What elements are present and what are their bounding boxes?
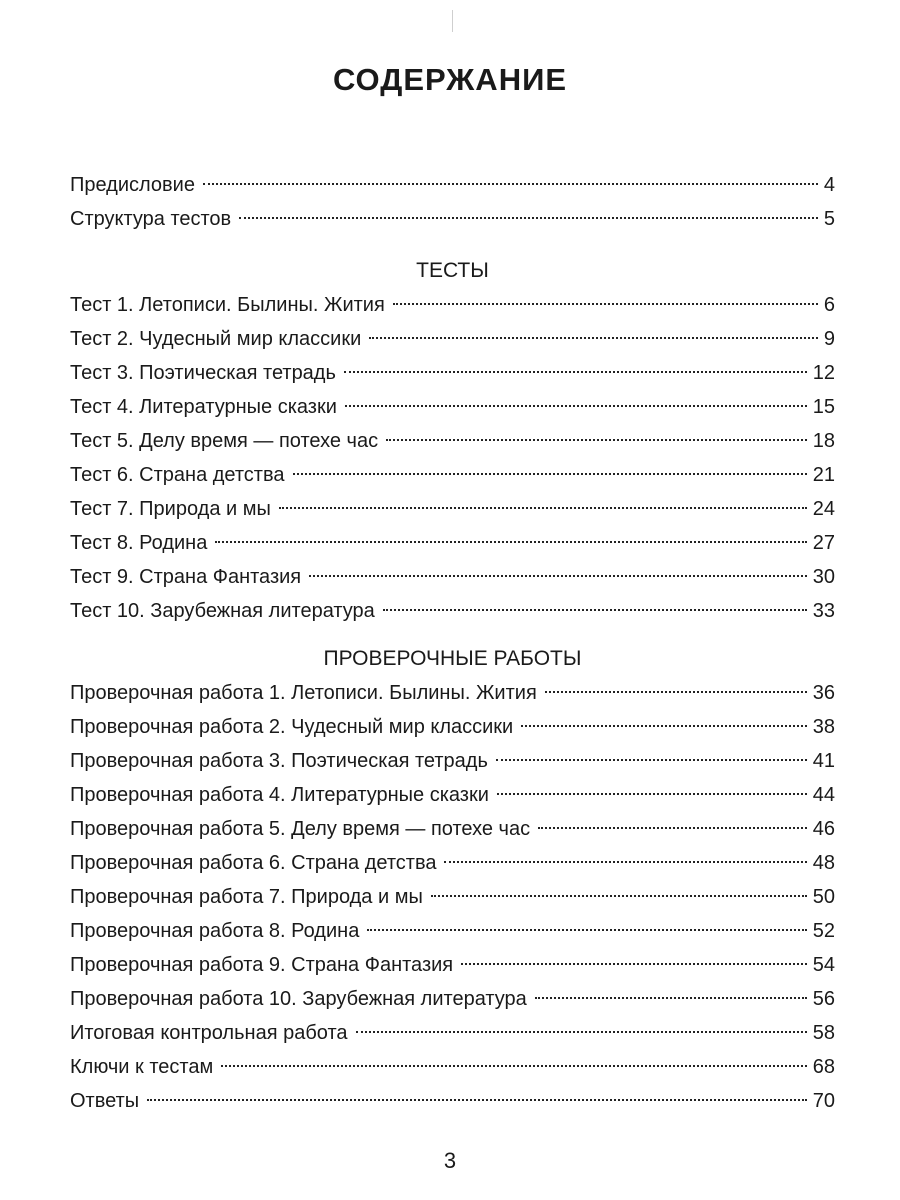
toc-entry <box>70 458 835 492</box>
toc-entry-page: 12 <box>812 362 835 384</box>
tests-heading: ТЕСТЫ <box>416 259 489 282</box>
toc-entry <box>70 778 835 812</box>
toc-entry-label: Структура тестов <box>70 208 232 230</box>
toc-entry <box>70 982 835 1016</box>
toc-entry <box>70 914 835 948</box>
toc-entry-page: 68 <box>812 1056 835 1078</box>
dot-leader <box>356 1031 807 1033</box>
toc-entry-label: Тест 4. Литературные сказки <box>70 396 337 418</box>
toc-entry-label: Ответы <box>70 1090 140 1112</box>
toc-entry-page: 30 <box>812 566 835 588</box>
toc-entry-page: 70 <box>812 1090 835 1112</box>
toc-entry <box>70 948 835 982</box>
toc-entry-page: 46 <box>812 818 835 840</box>
toc-entry <box>70 880 835 914</box>
dot-leader <box>239 217 818 219</box>
toc-entry-label: Предисловие <box>70 174 195 196</box>
dot-leader <box>309 575 807 577</box>
toc-entry-label: Тест 8. Родина <box>70 532 208 554</box>
toc-entry-label: Итоговая контрольная работа <box>70 1022 348 1044</box>
checks-heading: ПРОВЕРОЧНЫЕ РАБОТЫ <box>323 647 582 670</box>
toc-entry-page: 9 <box>823 328 835 350</box>
toc-entry-page: 54 <box>812 954 835 976</box>
toc-entry <box>70 744 835 778</box>
dot-leader <box>444 861 806 863</box>
dot-leader <box>369 337 818 339</box>
dot-leader <box>521 725 807 727</box>
dot-leader <box>535 997 807 999</box>
toc-entry-label: Тест 7. Природа и мы <box>70 498 271 520</box>
page-crease <box>452 10 453 32</box>
toc-entry <box>70 1084 835 1118</box>
toc-entry <box>70 1050 835 1084</box>
toc-entry <box>70 168 835 202</box>
toc-entry-label: Проверочная работа 9. Страна Фантазия <box>70 954 454 976</box>
toc-entry <box>70 594 835 628</box>
toc-entry-page: 33 <box>812 600 835 622</box>
toc-entry-page: 36 <box>812 682 835 704</box>
dot-leader <box>203 183 818 185</box>
checks-section <box>70 676 835 1118</box>
toc-entry-page: 48 <box>812 852 835 874</box>
dot-leader <box>367 929 806 931</box>
toc-entry-page: 52 <box>812 920 835 942</box>
toc-entry <box>70 202 835 236</box>
toc-entry-label: Проверочная работа 7. Природа и мы <box>70 886 423 908</box>
toc-entry-label: Проверочная работа 3. Поэтическая тетрадь <box>70 750 488 772</box>
toc-entry <box>70 424 835 458</box>
toc-entry <box>70 288 835 322</box>
toc-entry <box>70 676 835 710</box>
toc-entry-page: 15 <box>812 396 835 418</box>
toc-entry-label: Тест 3. Поэтическая тетрадь <box>70 362 336 384</box>
dot-leader <box>497 793 807 795</box>
dot-leader <box>545 691 807 693</box>
dot-leader <box>344 371 807 373</box>
dot-leader <box>538 827 807 829</box>
dot-leader <box>345 405 807 407</box>
dot-leader <box>393 303 818 305</box>
toc-entry-page: 4 <box>823 174 835 196</box>
toc-entry-label: Проверочная работа 2. Чудесный мир классики <box>70 716 514 738</box>
toc-entry <box>70 710 835 744</box>
toc-entry-label: Тест 5. Делу время — потехе час <box>70 430 379 452</box>
dot-leader <box>461 963 807 965</box>
toc-entry <box>70 322 835 356</box>
dot-leader <box>386 439 807 441</box>
toc-entry-page: 21 <box>812 464 835 486</box>
dot-leader <box>279 507 807 509</box>
toc-entry-label: Тест 6. Страна детства <box>70 464 285 486</box>
table-of-contents <box>70 168 835 1118</box>
toc-entry-page: 18 <box>812 430 835 452</box>
toc-entry-label: Тест 2. Чудесный мир классики <box>70 328 362 350</box>
toc-entry-page: 41 <box>812 750 835 772</box>
toc-entry <box>70 492 835 526</box>
dot-leader <box>293 473 807 475</box>
toc-entry-page: 27 <box>812 532 835 554</box>
toc-entry <box>70 356 835 390</box>
toc-entry-page: 50 <box>812 886 835 908</box>
page-title: СОДЕРЖАНИЕ <box>332 62 568 97</box>
toc-entry-label: Проверочная работа 6. Страна детства <box>70 852 437 874</box>
toc-entry-label: Проверочная работа 8. Родина <box>70 920 360 942</box>
toc-entry-label: Проверочная работа 5. Делу время — потехе час <box>70 818 531 840</box>
intro-section <box>70 168 835 236</box>
toc-entry-page: 5 <box>823 208 835 230</box>
dot-leader <box>147 1099 807 1101</box>
toc-entry-page: 24 <box>812 498 835 520</box>
dot-leader <box>221 1065 807 1067</box>
toc-entry <box>70 560 835 594</box>
toc-entry-label: Тест 9. Страна Фантазия <box>70 566 302 588</box>
toc-entry <box>70 1016 835 1050</box>
toc-entry-page: 38 <box>812 716 835 738</box>
toc-entry <box>70 846 835 880</box>
page-number: 3 <box>443 1148 457 1173</box>
toc-entry-page: 56 <box>812 988 835 1010</box>
dot-leader <box>431 895 807 897</box>
toc-entry <box>70 812 835 846</box>
toc-entry <box>70 390 835 424</box>
tests-section <box>70 288 835 628</box>
toc-entry-label: Тест 1. Летописи. Былины. Жития <box>70 294 385 316</box>
toc-entry-label: Проверочная работа 10. Зарубежная литература <box>70 988 527 1010</box>
toc-entry-label: Проверочная работа 4. Литературные сказки <box>70 784 489 806</box>
toc-entry-page: 44 <box>812 784 835 806</box>
dot-leader <box>496 759 807 761</box>
dot-leader <box>215 541 806 543</box>
toc-entry-page: 58 <box>812 1022 835 1044</box>
toc-entry <box>70 526 835 560</box>
toc-entry-label: Проверочная работа 1. Летописи. Былины. Жития <box>70 682 537 704</box>
dot-leader <box>383 609 807 611</box>
toc-entry-page: 6 <box>823 294 835 316</box>
toc-entry-label: Тест 10. Зарубежная литература <box>70 600 375 622</box>
toc-entry-label: Ключи к тестам <box>70 1056 214 1078</box>
